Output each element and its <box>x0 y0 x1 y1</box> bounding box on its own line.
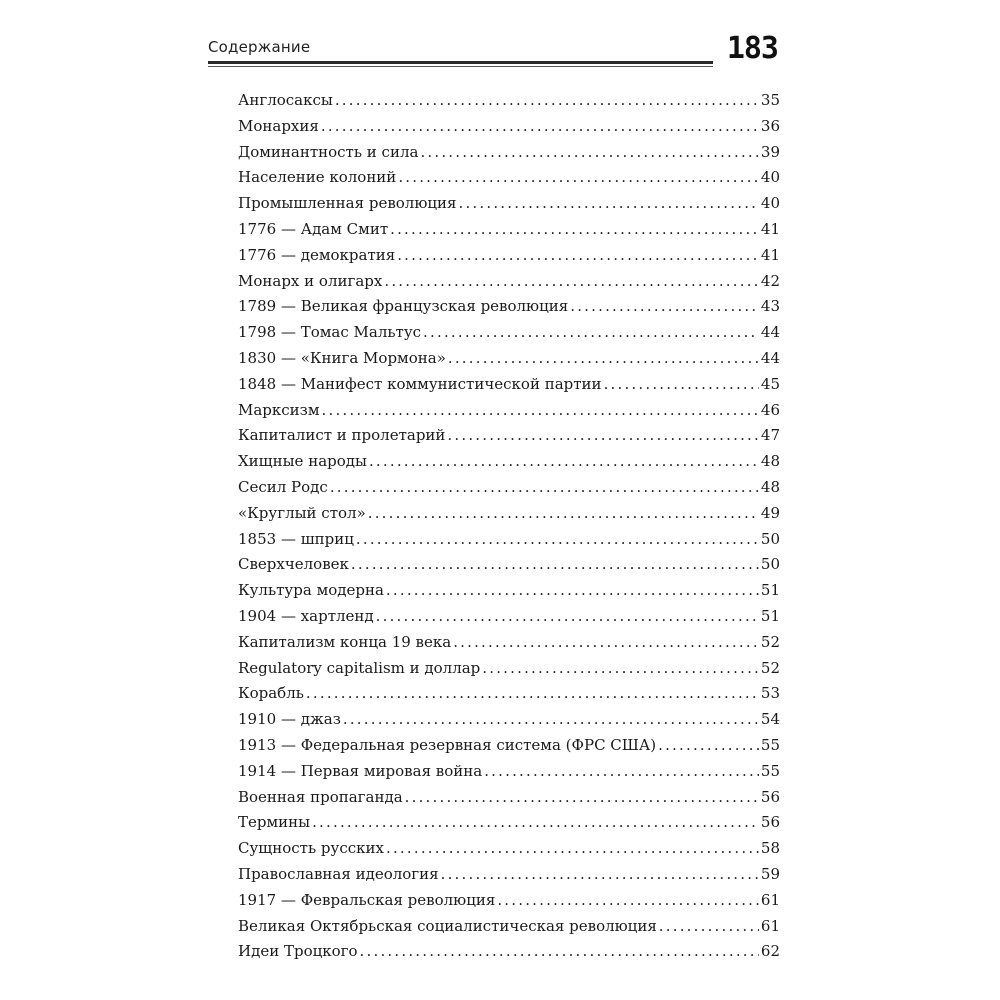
toc-entry-title: Термины <box>238 813 311 832</box>
toc-entry <box>238 475 780 501</box>
toc-entry-title: Англосаксы <box>238 91 333 109</box>
toc-entry <box>238 217 780 243</box>
toc-entry-page: 47 <box>760 426 780 445</box>
toc-entry-page: 36 <box>760 116 780 135</box>
toc-entry <box>238 656 780 682</box>
toc-entry-page: 56 <box>760 813 780 832</box>
toc-entry-page: 45 <box>760 374 780 393</box>
header-rule-thin <box>208 66 713 67</box>
toc-dot-leader <box>459 191 759 217</box>
toc-entry-page: 55 <box>760 761 780 780</box>
section-title: Содержание <box>208 38 311 56</box>
toc-entry <box>238 527 780 553</box>
toc-entry-title: 1910 — джаз <box>238 710 341 729</box>
toc-entry-page: 39 <box>760 142 780 161</box>
toc-entry-page: 40 <box>760 194 780 213</box>
toc-entry <box>238 88 780 114</box>
toc-entry-page: 58 <box>760 839 780 858</box>
toc-entry-title: Хищные народы <box>238 452 367 471</box>
toc-dot-leader <box>484 759 759 785</box>
toc-dot-leader <box>384 269 759 295</box>
toc-entry-page: 41 <box>760 245 780 264</box>
toc-entry-page: 48 <box>760 477 780 496</box>
toc-entry <box>238 604 780 630</box>
toc-entry-title: 1830 — «Книга Мормона» <box>238 348 446 367</box>
toc-dot-leader <box>321 114 759 140</box>
toc-entry-page: 43 <box>760 297 780 316</box>
toc-dot-leader <box>330 475 759 501</box>
toc-entry-page: 46 <box>760 400 780 419</box>
toc-entry <box>238 759 780 785</box>
toc-entry-page: 55 <box>760 735 780 754</box>
toc-entry <box>238 165 780 191</box>
toc-entry-page: 48 <box>760 452 780 471</box>
toc-dot-leader <box>423 320 759 346</box>
toc-dot-leader <box>604 372 759 398</box>
toc-entry-page: 50 <box>760 555 780 574</box>
toc-entry-title: «Круглый стол» <box>238 503 366 522</box>
toc-dot-leader <box>369 449 759 475</box>
toc-entry-page: 41 <box>760 219 780 238</box>
toc-entry-title: Капитализм конца 19 века <box>238 632 452 651</box>
toc-entry-title: 1848 — Манифест коммунистической партии <box>238 374 602 393</box>
toc-entry-title: Капиталист и пролетарий <box>238 426 446 445</box>
toc-entry-title: Сесил Родс <box>238 477 328 496</box>
toc-entry <box>238 888 780 914</box>
toc-entry-page: 44 <box>760 323 780 342</box>
toc-dot-leader <box>306 681 759 707</box>
toc-entry <box>238 320 780 346</box>
toc-entry-title: Культура модерна <box>238 581 384 600</box>
toc-entry-title: 1798 — Томас Мальтус <box>238 323 422 342</box>
toc-dot-leader <box>658 733 759 759</box>
toc-entry <box>238 114 780 140</box>
toc-entry-title: Военная пропаганда <box>238 787 403 806</box>
header-rule <box>208 61 713 64</box>
toc-dot-leader <box>386 578 759 604</box>
toc-entry-page: 61 <box>760 916 780 935</box>
toc-entry <box>238 914 780 940</box>
toc-entry-page: 56 <box>760 787 780 806</box>
page-number: 183 <box>726 31 778 66</box>
toc-entry <box>238 423 780 449</box>
toc-entry-page: 40 <box>760 168 780 187</box>
toc-dot-leader <box>482 656 759 682</box>
toc-dot-leader <box>343 707 759 733</box>
toc-entry-page: 52 <box>760 658 780 677</box>
toc-dot-leader <box>398 165 759 191</box>
toc-entry-page: 44 <box>760 348 780 367</box>
toc-entry-page: 54 <box>760 710 780 729</box>
toc-entry <box>238 707 780 733</box>
toc-entry <box>238 269 780 295</box>
toc-dot-leader <box>447 423 758 449</box>
toc-entry <box>238 372 780 398</box>
toc-entry-title: Сущность русских <box>238 839 384 858</box>
toc-dot-leader <box>570 294 759 320</box>
toc-entry-title: 1853 — шприц <box>238 529 354 548</box>
toc-dot-leader <box>351 552 759 578</box>
toc-entry-page: 53 <box>760 684 780 703</box>
toc-dot-leader <box>356 527 759 553</box>
toc-dot-leader <box>335 88 759 114</box>
toc-entry-title: Население колоний <box>238 168 397 187</box>
toc-entry <box>238 501 780 527</box>
toc-entry-page: 35 <box>760 91 780 109</box>
toc-entry-page: 49 <box>760 503 780 522</box>
toc-dot-leader <box>659 914 759 940</box>
table-of-contents <box>238 88 780 965</box>
toc-entry-title: Монархия <box>238 116 319 135</box>
toc-entry-title: Идеи Троцкого <box>238 942 358 961</box>
toc-dot-leader <box>420 140 758 166</box>
toc-entry-title: Сверхчеловек <box>238 555 349 574</box>
toc-dot-leader <box>497 888 759 914</box>
toc-dot-leader <box>397 243 759 269</box>
toc-entry <box>238 630 780 656</box>
toc-entry-title: Монарх и олигарх <box>238 271 383 290</box>
toc-entry <box>238 836 780 862</box>
toc-entry-title: Марксизм <box>238 400 320 419</box>
toc-entry <box>238 552 780 578</box>
toc-entry-title: Regulatory capitalism и доллар <box>238 658 481 677</box>
toc-dot-leader <box>312 810 759 836</box>
toc-entry <box>238 733 780 759</box>
toc-entry <box>238 681 780 707</box>
toc-entry <box>238 346 780 372</box>
toc-entry-page: 62 <box>760 942 780 961</box>
toc-entry-page: 51 <box>760 606 780 625</box>
toc-entry-page: 61 <box>760 890 780 909</box>
toc-entry-title: Корабль <box>238 684 304 703</box>
toc-entry-title: Промышленная революция <box>238 194 457 213</box>
toc-entry-title: 1776 — демократия <box>238 245 396 264</box>
toc-entry-title: Православная идеология <box>238 864 439 883</box>
toc-entry <box>238 449 780 475</box>
toc-entry <box>238 140 780 166</box>
toc-dot-leader <box>441 862 759 888</box>
toc-dot-leader <box>368 501 759 527</box>
toc-entry <box>238 939 780 965</box>
toc-entry-title: 1914 — Первая мировая война <box>238 761 483 780</box>
toc-entry-title: Доминантность и сила <box>238 142 419 161</box>
toc-entry <box>238 578 780 604</box>
toc-entry-page: 50 <box>760 529 780 548</box>
toc-entry-title: 1789 — Великая французская революция <box>238 297 569 316</box>
toc-dot-leader <box>405 785 759 811</box>
toc-entry-page: 59 <box>760 864 780 883</box>
toc-entry <box>238 398 780 424</box>
toc-entry-title: 1776 — Адам Смит <box>238 219 389 238</box>
toc-dot-leader <box>453 630 759 656</box>
toc-entry <box>238 294 780 320</box>
toc-entry-page: 42 <box>760 271 780 290</box>
toc-dot-leader <box>322 398 759 424</box>
toc-entry <box>238 191 780 217</box>
toc-entry-page: 51 <box>760 581 780 600</box>
toc-dot-leader <box>360 939 759 965</box>
toc-entry-page: 52 <box>760 632 780 651</box>
toc-dot-leader <box>386 836 759 862</box>
toc-entry-title: 1904 — хартленд <box>238 606 374 625</box>
toc-entry-title: 1917 — Февральская революция <box>238 890 496 909</box>
page-header <box>208 31 778 74</box>
toc-entry-title: Великая Октябрьская социалистическая революция <box>238 916 657 935</box>
toc-dot-leader <box>448 346 759 372</box>
toc-entry <box>238 785 780 811</box>
toc-entry-title: 1913 — Федеральная резервная система (ФРС США) <box>238 735 657 754</box>
toc-entry <box>238 810 780 836</box>
toc-dot-leader <box>390 217 759 243</box>
toc-entry <box>238 862 780 888</box>
toc-dot-leader <box>376 604 759 630</box>
toc-entry <box>238 243 780 269</box>
